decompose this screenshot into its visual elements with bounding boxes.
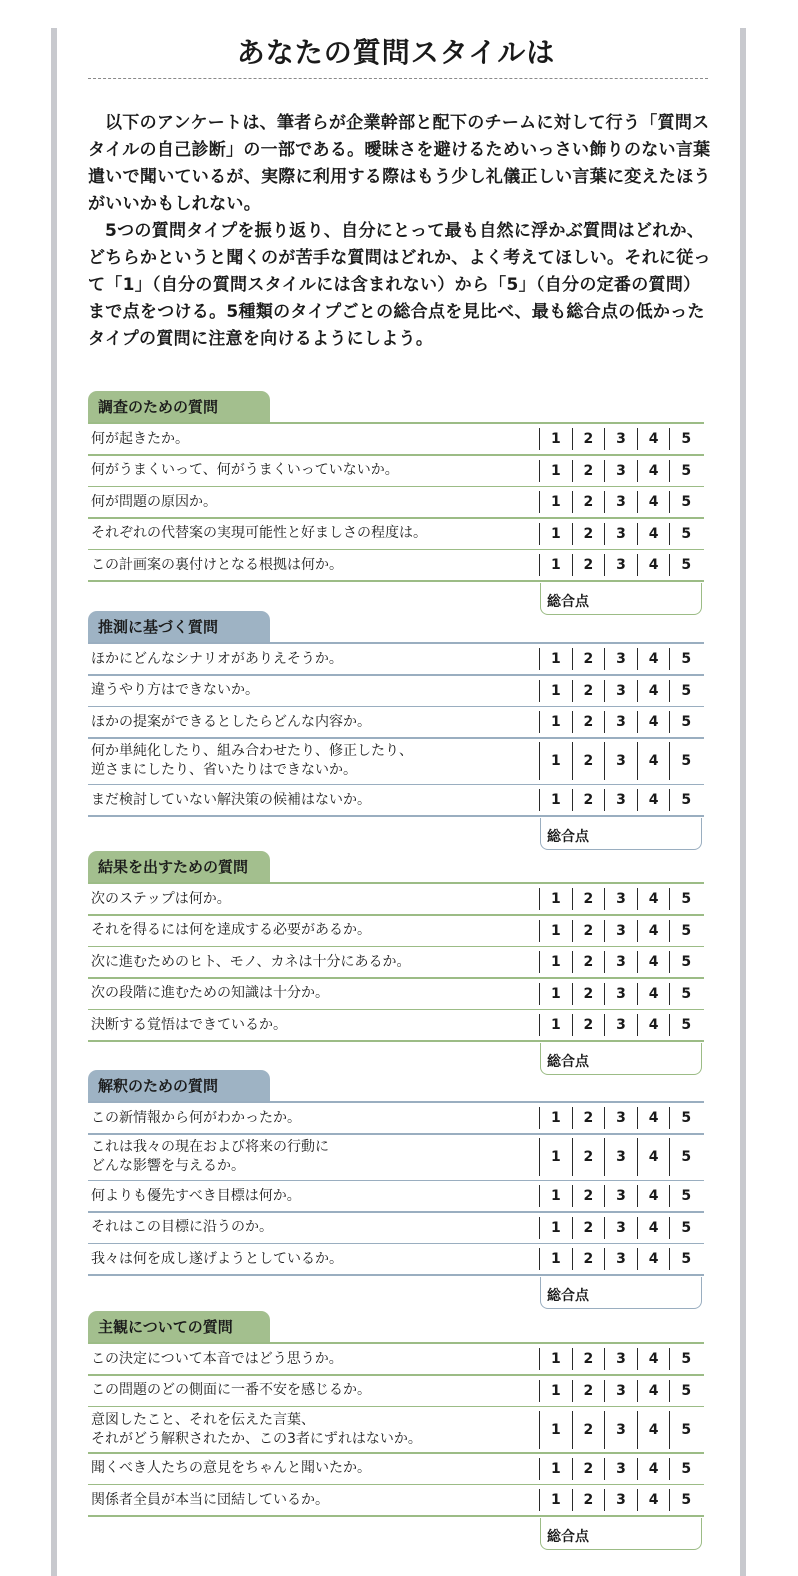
- rating-option-1[interactable]: 1: [539, 1185, 572, 1207]
- rating-scale: [539, 1185, 702, 1207]
- question-row: [88, 1010, 704, 1040]
- question-line: この決定について本音ではどう思うか。: [91, 1350, 343, 1367]
- question-text: [88, 681, 539, 700]
- rating-option-3[interactable]: 3: [604, 1489, 637, 1511]
- rating-option-4[interactable]: 4: [637, 1138, 670, 1176]
- question-line: 何がうまくいって、何がうまくいっていないか。: [91, 462, 399, 478]
- rating-option-4[interactable]: 4: [637, 1248, 670, 1270]
- rating-option-3[interactable]: 3: [604, 1348, 637, 1370]
- rating-option-3[interactable]: 3: [604, 1458, 637, 1480]
- question-row: [88, 456, 704, 486]
- question-section: [88, 1311, 704, 1550]
- rating-option-1[interactable]: 1: [539, 888, 572, 910]
- question-row: [88, 1485, 704, 1515]
- total-score-box[interactable]: 総合点: [540, 1277, 702, 1309]
- question-text: [88, 493, 539, 512]
- rating-option-1[interactable]: 1: [539, 951, 572, 973]
- rating-scale: [539, 1348, 702, 1370]
- rating-option-5[interactable]: 5: [669, 428, 702, 450]
- rating-scale: [539, 523, 702, 545]
- question-row: [88, 979, 704, 1009]
- question-section: [88, 851, 704, 1075]
- rating-scale: [539, 1138, 702, 1176]
- rating-option-3[interactable]: 3: [604, 1380, 637, 1402]
- rating-option-1[interactable]: 1: [539, 1458, 572, 1480]
- rating-option-3[interactable]: 3: [604, 491, 637, 513]
- rating-option-4[interactable]: 4: [637, 983, 670, 1005]
- rating-option-1[interactable]: 1: [539, 554, 572, 576]
- rating-option-4[interactable]: 4: [637, 888, 670, 910]
- rating-option-1[interactable]: 1: [539, 1380, 572, 1402]
- rating-option-2[interactable]: 2: [572, 1248, 605, 1270]
- rating-scale: [539, 1411, 702, 1449]
- rating-option-3[interactable]: 3: [604, 951, 637, 973]
- rating-option-5[interactable]: 5: [669, 951, 702, 973]
- question-text: [88, 791, 539, 810]
- rating-option-2[interactable]: 2: [572, 951, 605, 973]
- question-text: [88, 713, 539, 732]
- rating-option-3[interactable]: 3: [604, 1217, 637, 1239]
- question-section: [88, 1070, 704, 1309]
- rating-option-4[interactable]: 4: [637, 428, 670, 450]
- total-score-box[interactable]: 総合点: [540, 1043, 702, 1075]
- question-text: [88, 430, 539, 449]
- rating-option-3[interactable]: 3: [604, 888, 637, 910]
- question-line: 次に進むためのヒト、モノ、カネは十分にあるか。: [91, 953, 411, 970]
- rating-option-1[interactable]: 1: [539, 523, 572, 545]
- rating-option-1[interactable]: 1: [539, 648, 572, 670]
- rating-scale: [539, 1107, 702, 1129]
- rating-option-2[interactable]: 2: [572, 1107, 605, 1129]
- question-text: [88, 556, 539, 575]
- title-divider: [88, 78, 708, 79]
- rating-option-2[interactable]: 2: [572, 680, 605, 702]
- rating-option-1[interactable]: 1: [539, 920, 572, 942]
- question-text: [88, 1491, 539, 1510]
- rating-option-4[interactable]: 4: [637, 1185, 670, 1207]
- question-row: [88, 1213, 704, 1243]
- rating-option-1[interactable]: 1: [539, 1014, 572, 1036]
- rating-option-4[interactable]: 4: [637, 1107, 670, 1129]
- rating-option-4[interactable]: 4: [637, 460, 670, 482]
- rating-option-3[interactable]: 3: [604, 523, 637, 545]
- question-line: それはこの目標に沿うのか。: [91, 1219, 273, 1235]
- left-margin-bar: [51, 28, 57, 1576]
- total-score-box[interactable]: 総合点: [540, 1518, 702, 1550]
- question-text: [88, 953, 539, 972]
- rating-option-3[interactable]: 3: [604, 983, 637, 1005]
- rating-scale: [539, 983, 702, 1005]
- rating-option-5[interactable]: 5: [669, 1138, 702, 1176]
- question-text: [88, 1459, 539, 1478]
- rating-scale: [539, 680, 702, 702]
- question-row: [88, 550, 704, 580]
- rating-option-2[interactable]: 2: [572, 648, 605, 670]
- question-text: [88, 1411, 539, 1449]
- question-row: [88, 1376, 704, 1406]
- question-row: [88, 884, 704, 914]
- rating-option-2[interactable]: 2: [572, 1217, 605, 1239]
- rating-option-1[interactable]: 1: [539, 1348, 572, 1370]
- rating-option-1[interactable]: 1: [539, 789, 572, 811]
- question-row: [88, 676, 704, 706]
- rating-option-5[interactable]: 5: [669, 1248, 702, 1270]
- rating-option-2[interactable]: 2: [572, 523, 605, 545]
- question-row: [88, 916, 704, 946]
- rating-option-5[interactable]: 5: [669, 554, 702, 576]
- question-text: [88, 1250, 539, 1269]
- question-line: 何か単純化したり、組み合わせたり、修正したり、: [91, 743, 413, 759]
- rating-option-5[interactable]: 5: [669, 888, 702, 910]
- question-text: [88, 890, 539, 909]
- rating-scale: [539, 460, 702, 482]
- rating-option-1[interactable]: 1: [539, 428, 572, 450]
- question-line: 関係者全員が本当に団結しているか。: [91, 1491, 329, 1508]
- rating-option-1[interactable]: 1: [539, 1411, 572, 1449]
- rating-option-2[interactable]: 2: [572, 491, 605, 513]
- section-title: 主観についての質問: [88, 1311, 270, 1342]
- question-line: それぞれの代替案の実現可能性と好ましさの程度は。: [91, 525, 427, 541]
- rating-option-5[interactable]: 5: [669, 491, 702, 513]
- rating-option-3[interactable]: 3: [604, 460, 637, 482]
- row-divider: [88, 580, 704, 582]
- rating-option-2[interactable]: 2: [572, 1489, 605, 1511]
- question-line: 次のステップは何か。: [91, 890, 231, 907]
- question-row: [88, 1244, 704, 1274]
- rating-option-5[interactable]: 5: [669, 711, 702, 733]
- rating-scale: [539, 1217, 702, 1239]
- question-line: 我々は何を成し遂げようとしているか。: [91, 1250, 343, 1267]
- rating-option-2[interactable]: 2: [572, 920, 605, 942]
- question-row: [88, 1135, 704, 1180]
- question-line: それを得るには何を達成する必要があるか。: [91, 922, 371, 938]
- question-text: [88, 921, 539, 940]
- rating-scale: [539, 711, 702, 733]
- rating-option-3[interactable]: 3: [604, 680, 637, 702]
- right-margin-bar: [740, 28, 746, 1576]
- rating-option-4[interactable]: 4: [637, 1380, 670, 1402]
- rating-option-3[interactable]: 3: [604, 1014, 637, 1036]
- question-text: [88, 1187, 539, 1206]
- rating-option-2[interactable]: 2: [572, 1185, 605, 1207]
- question-line: ほかにどんなシナリオがありえそうか。: [91, 650, 343, 667]
- question-line: この新情報から何がわかったか。: [91, 1109, 301, 1126]
- question-row: [88, 785, 704, 815]
- section-title: 調査のための質問: [88, 391, 270, 422]
- rating-option-2[interactable]: 2: [572, 1348, 605, 1370]
- rating-option-2[interactable]: 2: [572, 1380, 605, 1402]
- question-line: ほかの提案ができるとしたらどんな内容か。: [91, 713, 371, 730]
- rating-scale: [539, 491, 702, 513]
- question-text: [88, 1109, 539, 1128]
- question-line: これは我々の現在および将来の行動に: [91, 1139, 329, 1155]
- rating-option-5[interactable]: 5: [669, 983, 702, 1005]
- question-text: [88, 1138, 539, 1176]
- question-row: [88, 739, 704, 784]
- rating-option-2[interactable]: 2: [572, 983, 605, 1005]
- rating-option-5[interactable]: 5: [669, 1458, 702, 1480]
- question-row: [88, 707, 704, 737]
- rating-option-4[interactable]: 4: [637, 1489, 670, 1511]
- rating-option-4[interactable]: 4: [637, 920, 670, 942]
- rating-option-4[interactable]: 4: [637, 951, 670, 973]
- section-title: 結果を出すための質問: [88, 851, 270, 882]
- question-line: 何が起きたか。: [91, 430, 189, 447]
- total-score-box[interactable]: 総合点: [540, 583, 702, 615]
- rating-option-4[interactable]: 4: [637, 680, 670, 702]
- rating-option-2[interactable]: 2: [572, 888, 605, 910]
- question-row: [88, 424, 704, 454]
- intro-paragraph-2: 5つの質問タイプを振り返り、自分にとって最も自然に浮かぶ質問はどれか、どちらかというと聞くのが苦手な質問はどれか、よく考えてほしい。それに従って「1」（自分の質問スタイルには含まれない）から「5」（自分の定番の質問）まで点をつける。5種類のタイプごとの総合点を見比べ、最も総合点の低かったタイプの質問に注意を向けるようにしよう。: [88, 221, 711, 349]
- question-line: どんな影響を与えるか。: [91, 1158, 245, 1174]
- rating-option-3[interactable]: 3: [604, 648, 637, 670]
- question-row: [88, 519, 704, 549]
- rating-scale: [539, 1014, 702, 1036]
- rating-option-4[interactable]: 4: [637, 1217, 670, 1239]
- rating-option-2[interactable]: 2: [572, 1458, 605, 1480]
- question-row: [88, 487, 704, 517]
- question-line: 決断する覚悟はできているか。: [91, 1016, 287, 1033]
- question-row: [88, 1344, 704, 1374]
- rating-option-1[interactable]: 1: [539, 1138, 572, 1176]
- rating-option-3[interactable]: 3: [604, 920, 637, 942]
- rating-option-1[interactable]: 1: [539, 1489, 572, 1511]
- rating-option-4[interactable]: 4: [637, 491, 670, 513]
- section-title: 解釈のための質問: [88, 1070, 270, 1101]
- rating-option-3[interactable]: 3: [604, 1248, 637, 1270]
- rating-option-5[interactable]: 5: [669, 648, 702, 670]
- question-text: [88, 461, 539, 480]
- rating-option-1[interactable]: 1: [539, 1217, 572, 1239]
- question-row: [88, 1181, 704, 1211]
- question-line: 意図したこと、それを伝えた言葉、: [91, 1411, 315, 1428]
- question-line: 違うやり方はできないか。: [91, 682, 259, 698]
- rating-option-1[interactable]: 1: [539, 460, 572, 482]
- intro-paragraph-1: 以下のアンケートは、筆者らが企業幹部と配下のチームに対して行う「質問スタイルの自己診断」の一部である。曖昧さを避けるためいっさい飾りのない言葉遣いで聞いているが、実際に利用する際はもう少し礼儀正しい言葉に変えたほうがいいかもしれない。: [88, 113, 711, 214]
- rating-scale: [539, 428, 702, 450]
- rating-option-5[interactable]: 5: [669, 920, 702, 942]
- rating-option-5[interactable]: 5: [669, 789, 702, 811]
- rating-option-2[interactable]: 2: [572, 742, 605, 780]
- rating-option-5[interactable]: 5: [669, 1185, 702, 1207]
- row-divider: [88, 1040, 704, 1042]
- rating-scale: [539, 888, 702, 910]
- question-text: [88, 1016, 539, 1035]
- question-text: [88, 650, 539, 669]
- rating-option-1[interactable]: 1: [539, 711, 572, 733]
- total-score-box[interactable]: 総合点: [540, 818, 702, 850]
- rating-option-1[interactable]: 1: [539, 491, 572, 513]
- question-row: [88, 1407, 704, 1452]
- rating-option-5[interactable]: 5: [669, 1217, 702, 1239]
- rating-option-4[interactable]: 4: [637, 1411, 670, 1449]
- question-text: [88, 1350, 539, 1369]
- question-line: それがどう解釈されたか、この3者にずれはないか。: [91, 1430, 422, 1447]
- question-section: [88, 611, 704, 850]
- question-line: 聞くべき人たちの意見をちゃんと聞いたか。: [91, 1460, 371, 1476]
- question-line: 何よりも優先すべき目標は何か。: [91, 1187, 301, 1204]
- rating-option-2[interactable]: 2: [572, 1138, 605, 1176]
- rating-option-4[interactable]: 4: [637, 523, 670, 545]
- rating-option-3[interactable]: 3: [604, 711, 637, 733]
- rating-scale: [539, 920, 702, 942]
- rating-scale: [539, 648, 702, 670]
- rating-option-5[interactable]: 5: [669, 523, 702, 545]
- rating-option-4[interactable]: 4: [637, 789, 670, 811]
- rating-option-3[interactable]: 3: [604, 1185, 637, 1207]
- question-line: この計画案の裏付けとなる根拠は何か。: [91, 556, 343, 573]
- question-line: 何が問題の原因か。: [91, 493, 217, 510]
- rating-option-5[interactable]: 5: [669, 680, 702, 702]
- rating-option-3[interactable]: 3: [604, 742, 637, 780]
- rating-option-2[interactable]: 2: [572, 1014, 605, 1036]
- rating-scale: [539, 554, 702, 576]
- section-title: 推測に基づく質問: [88, 611, 270, 642]
- question-row: [88, 1454, 704, 1484]
- question-row: [88, 644, 704, 674]
- rating-scale: [539, 742, 702, 780]
- question-text: [88, 1381, 539, 1400]
- rating-option-3[interactable]: 3: [604, 428, 637, 450]
- rating-option-2[interactable]: 2: [572, 428, 605, 450]
- rating-option-1[interactable]: 1: [539, 1248, 572, 1270]
- rating-option-1[interactable]: 1: [539, 983, 572, 1005]
- question-line: 次の段階に進むための知識は十分か。: [91, 985, 329, 1001]
- rating-option-3[interactable]: 3: [604, 1107, 637, 1129]
- question-line: 逆さまにしたり、省いたりはできないか。: [91, 762, 357, 778]
- rating-option-3[interactable]: 3: [604, 789, 637, 811]
- question-text: [88, 742, 539, 780]
- page-title: あなたの質問スタイルは: [236, 36, 556, 69]
- question-text: [88, 1218, 539, 1237]
- rating-option-3[interactable]: 3: [604, 1411, 637, 1449]
- row-divider: [88, 1515, 704, 1517]
- row-divider: [88, 815, 704, 817]
- rating-scale: [539, 951, 702, 973]
- rating-option-2[interactable]: 2: [572, 789, 605, 811]
- rating-option-4[interactable]: 4: [637, 742, 670, 780]
- rating-option-4[interactable]: 4: [637, 1014, 670, 1036]
- rating-option-1[interactable]: 1: [539, 1107, 572, 1129]
- rating-option-5[interactable]: 5: [669, 1107, 702, 1129]
- rating-option-4[interactable]: 4: [637, 711, 670, 733]
- rating-scale: [539, 1458, 702, 1480]
- intro-text: [88, 110, 714, 353]
- rating-option-2[interactable]: 2: [572, 1411, 605, 1449]
- rating-option-1[interactable]: 1: [539, 680, 572, 702]
- row-divider: [88, 1274, 704, 1276]
- rating-option-3[interactable]: 3: [604, 1138, 637, 1176]
- rating-option-2[interactable]: 2: [572, 460, 605, 482]
- rating-option-2[interactable]: 2: [572, 711, 605, 733]
- rating-option-4[interactable]: 4: [637, 1458, 670, 1480]
- rating-option-5[interactable]: 5: [669, 1380, 702, 1402]
- rating-option-4[interactable]: 4: [637, 648, 670, 670]
- rating-option-4[interactable]: 4: [637, 554, 670, 576]
- rating-option-5[interactable]: 5: [669, 460, 702, 482]
- rating-option-5[interactable]: 5: [669, 1348, 702, 1370]
- question-row: [88, 1103, 704, 1133]
- rating-option-5[interactable]: 5: [669, 1014, 702, 1036]
- question-text: [88, 984, 539, 1003]
- rating-scale: [539, 1489, 702, 1511]
- rating-option-2[interactable]: 2: [572, 554, 605, 576]
- rating-option-5[interactable]: 5: [669, 1411, 702, 1449]
- rating-option-1[interactable]: 1: [539, 742, 572, 780]
- question-section: [88, 391, 704, 615]
- rating-option-5[interactable]: 5: [669, 1489, 702, 1511]
- rating-option-5[interactable]: 5: [669, 742, 702, 780]
- rating-option-4[interactable]: 4: [637, 1348, 670, 1370]
- rating-scale: [539, 1248, 702, 1270]
- question-line: まだ検討していない解決策の候補はないか。: [91, 791, 371, 808]
- rating-scale: [539, 1380, 702, 1402]
- question-row: [88, 947, 704, 977]
- rating-scale: [539, 789, 702, 811]
- question-line: この問題のどの側面に一番不安を感じるか。: [91, 1382, 371, 1398]
- rating-option-3[interactable]: 3: [604, 554, 637, 576]
- question-text: [88, 524, 539, 543]
